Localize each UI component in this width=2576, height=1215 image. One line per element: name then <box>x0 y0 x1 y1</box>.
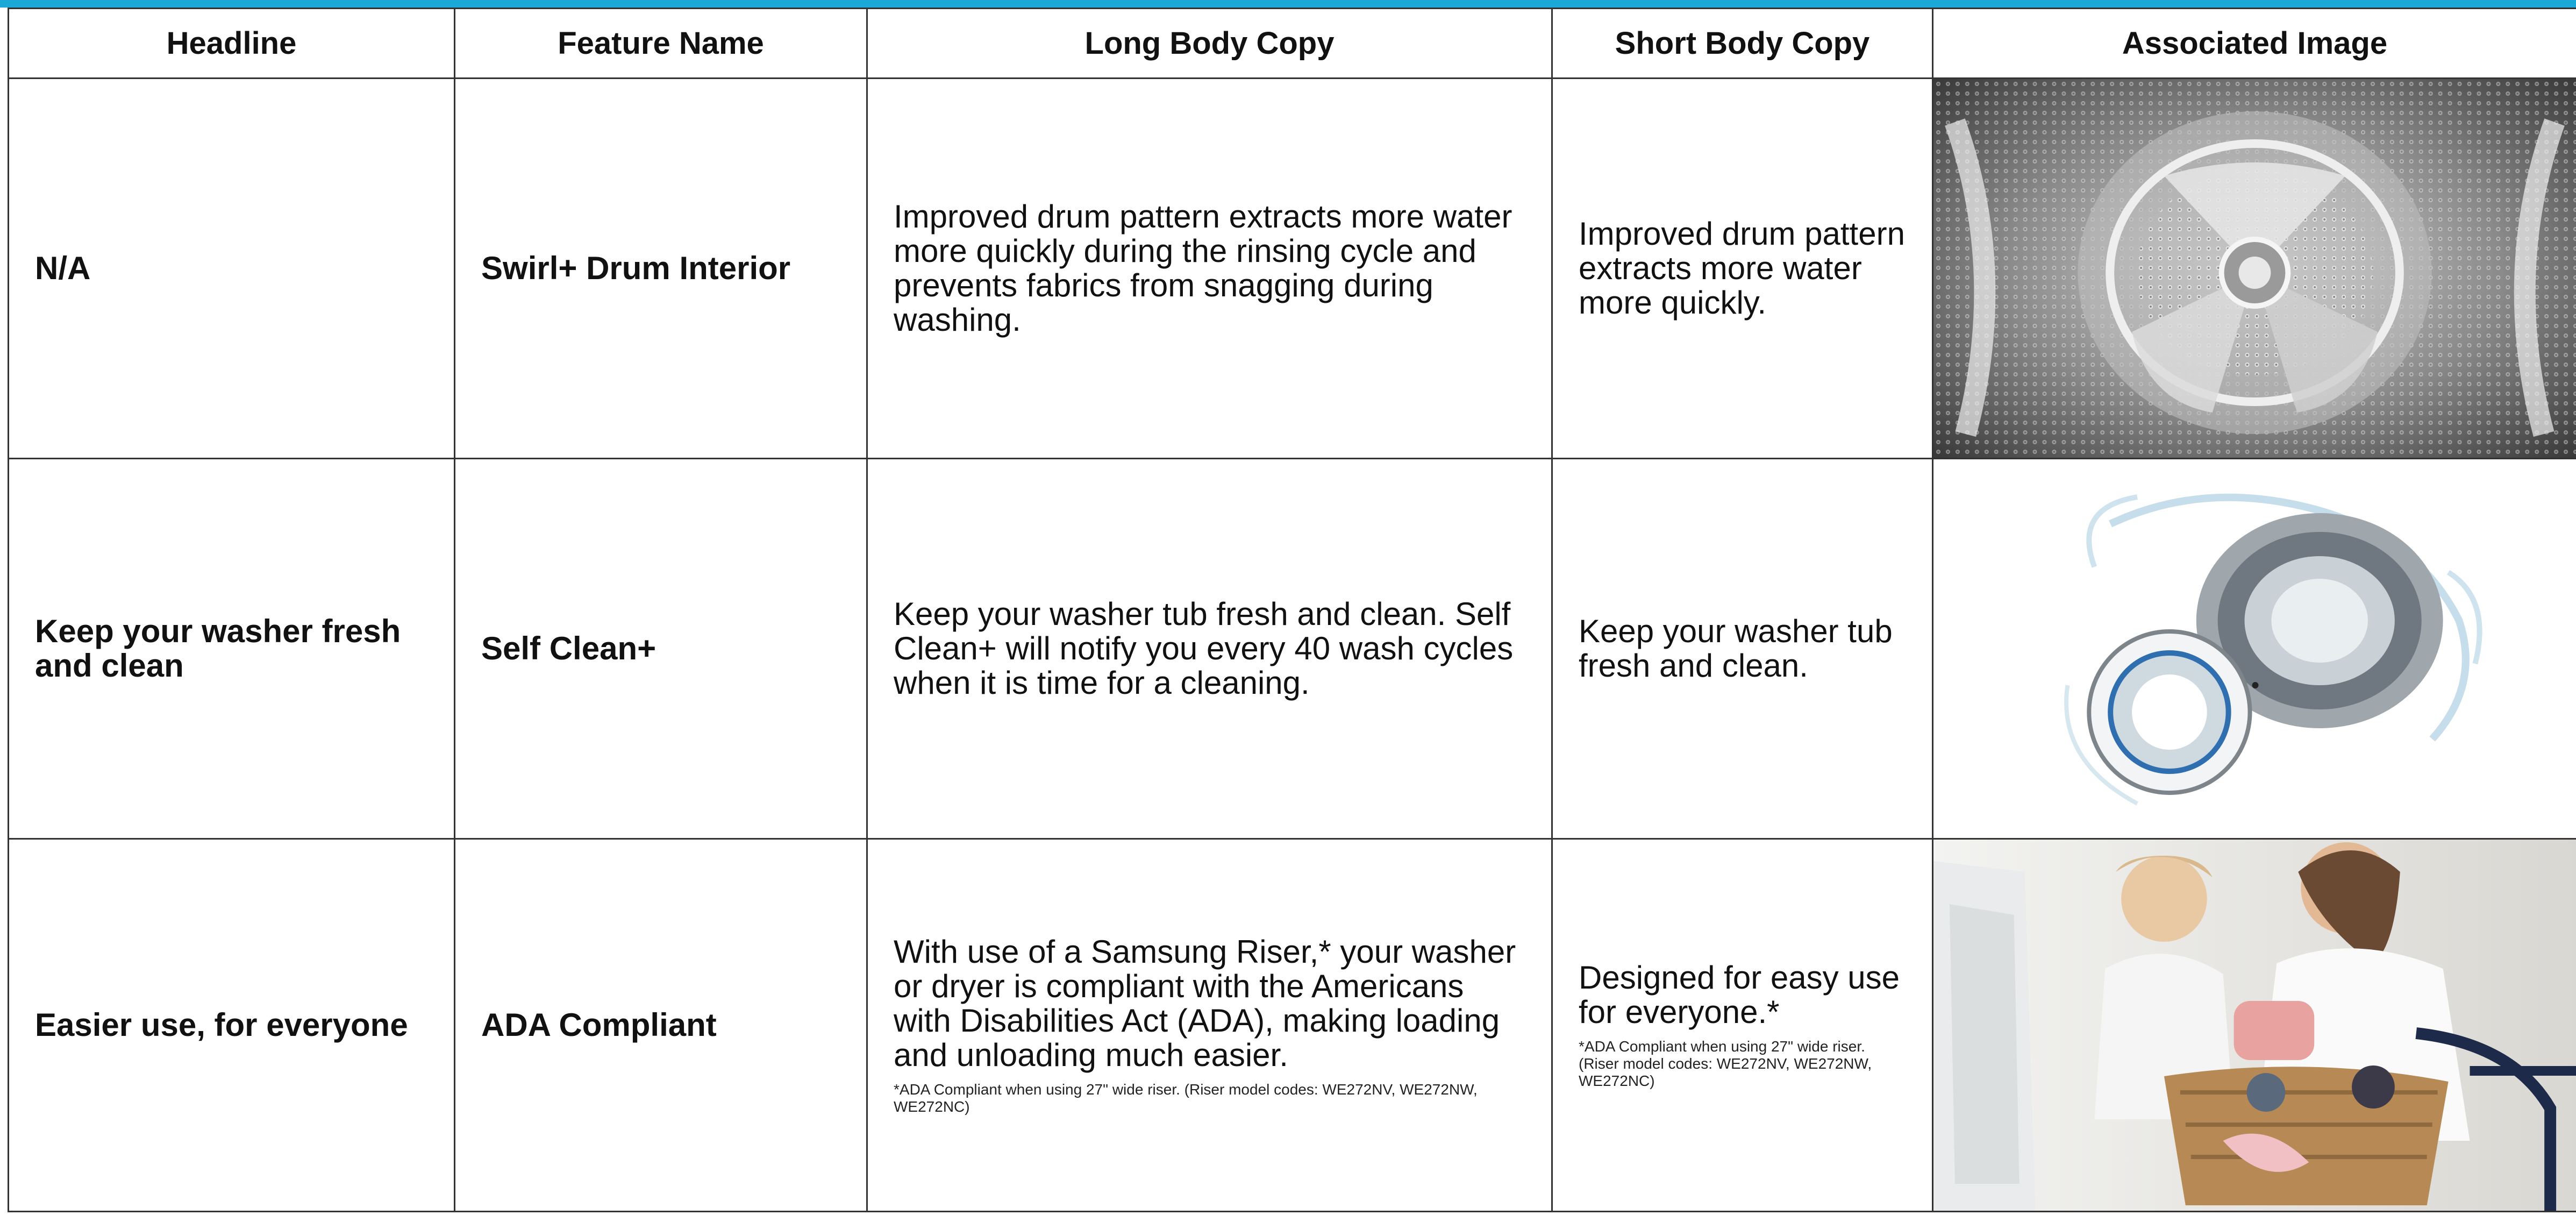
header-short-body-copy: Short Body Copy <box>1552 9 1933 79</box>
long-copy-cell <box>867 79 1552 459</box>
headline-text: N/A <box>35 250 91 286</box>
washer-drum-interior-icon <box>1933 79 2576 458</box>
short-copy-cell <box>1552 839 1933 1212</box>
long-copy-text: With use of a Samsung Riser,* your washer or dryer is compliant with the Americans with Disabilities Act (ADA), making loading and unloading much easier. <box>894 934 1516 1073</box>
short-copy-text: Keep your washer tub fresh and clean. <box>1579 613 1893 684</box>
short-copy-text: Designed for easy use for everyone.* <box>1579 960 1900 1030</box>
headline-cell <box>9 79 455 459</box>
table-row <box>9 459 2576 839</box>
feature-name-text: Self Clean+ <box>481 630 657 666</box>
headline-cell <box>9 839 455 1212</box>
long-copy-text: Keep your washer tub fresh and clean. Self Clean+ will notify you every 40 wash cycles when it is time for a cleaning. <box>894 596 1514 701</box>
short-copy-footnote: *ADA Compliant when using 27" wide riser. (Riser model codes: WE272NV, WE272NW, WE272NC) <box>1579 1038 1872 1089</box>
long-copy-cell <box>867 839 1552 1212</box>
long-copy-footnote: *ADA Compliant when using 27" wide riser. (Riser model codes: WE272NV, WE272NW, WE272NC) <box>894 1081 1478 1115</box>
image-cell <box>1933 839 2576 1212</box>
feature-table <box>8 8 2576 1212</box>
image-cell <box>1933 79 2576 459</box>
woman-and-child-laundry-photo-icon <box>1933 840 2576 1211</box>
table-row <box>9 839 2576 1212</box>
accent-top-bar <box>0 0 2576 8</box>
short-copy-cell <box>1552 459 1933 839</box>
header-long-body-copy: Long Body Copy <box>867 9 1552 79</box>
feature-name-cell <box>455 459 867 839</box>
short-copy-cell <box>1552 79 1933 459</box>
table-header-row <box>9 9 2576 79</box>
table-row <box>9 79 2576 459</box>
feature-name-text: Swirl+ Drum Interior <box>481 250 791 286</box>
feature-name-cell <box>455 839 867 1212</box>
header-associated-image: Associated Image <box>1933 9 2576 79</box>
headline-cell <box>9 459 455 839</box>
feature-name-text: ADA Compliant <box>481 1007 717 1043</box>
long-copy-cell <box>867 459 1552 839</box>
headline-text: Easier use, for everyone <box>35 1007 408 1043</box>
washer-drum-water-splash-icon <box>1933 459 2576 838</box>
header-headline: Headline <box>9 9 455 79</box>
feature-name-cell <box>455 79 867 459</box>
long-copy-text: Improved drum pattern extracts more water more quickly during the rinsing cycle and prevents fabrics from snagging during washing. <box>894 198 1512 338</box>
short-copy-text: Improved drum pattern extracts more water more quickly. <box>1579 216 1905 321</box>
header-feature-name: Feature Name <box>455 9 867 79</box>
image-cell <box>1933 459 2576 839</box>
headline-text: Keep your washer fresh and clean <box>35 613 401 684</box>
